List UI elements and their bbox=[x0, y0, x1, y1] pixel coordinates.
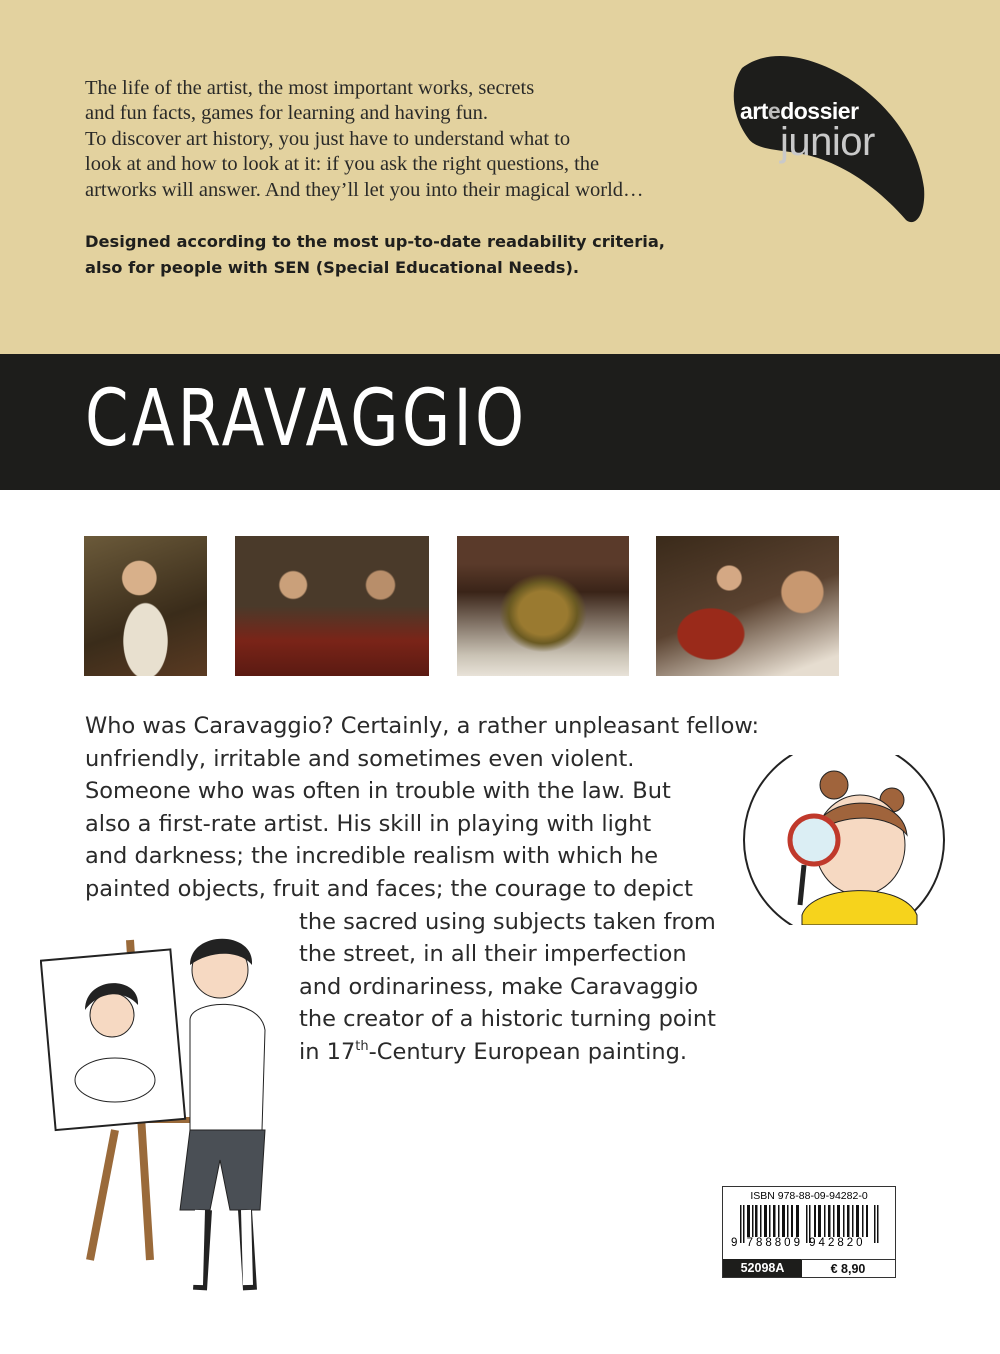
superscript: th bbox=[355, 1039, 369, 1054]
musicians-painting bbox=[656, 536, 839, 676]
body-line: the creator of a historic turning point bbox=[299, 1006, 716, 1032]
body-line: and darkness; the incredible realism with which he bbox=[85, 843, 659, 869]
sen-line: Designed according to the most up-to-date readability criteria, bbox=[85, 232, 665, 251]
artedossier-junior-logo bbox=[728, 48, 928, 238]
logo-art: art bbox=[740, 98, 768, 124]
intro-text bbox=[85, 76, 644, 203]
cardsharps-painting bbox=[235, 536, 429, 676]
body-line: painted objects, fruit and faces; the courage to depict bbox=[85, 876, 693, 902]
body-line bbox=[299, 1036, 687, 1069]
body-line: Who was Caravaggio? Certainly, a rather unpleasant fellow: bbox=[85, 713, 760, 739]
logo-junior: junior bbox=[780, 120, 875, 164]
body-text-part: in 17 bbox=[299, 1039, 356, 1065]
fruit-basket-painting bbox=[457, 536, 629, 676]
logo-dossier: dossier bbox=[780, 98, 859, 124]
body-line: the sacred using subjects taken from bbox=[299, 909, 716, 935]
body-line: also a first-rate artist. His skill in playing with light bbox=[85, 811, 652, 837]
painter-easel-illustration bbox=[40, 930, 280, 1310]
intro-line: The life of the artist, the most important works, secrets bbox=[85, 77, 535, 99]
barcode-box bbox=[722, 1186, 896, 1278]
logo-e: e bbox=[767, 98, 781, 124]
girl-magnifier-illustration bbox=[742, 755, 947, 925]
body-text-part: -Century European painting. bbox=[368, 1039, 688, 1065]
sen-line: also for people with SEN (Special Educational Needs). bbox=[85, 258, 580, 277]
intro-line: and fun facts, games for learning and having fun. bbox=[85, 102, 489, 125]
intro-line: look at and how to look at it: if you ask the right questions, the bbox=[85, 153, 600, 176]
body-line: unfriendly, irritable and sometimes even violent. bbox=[85, 746, 635, 772]
intro-line: To discover art history, you just have to understand what to bbox=[85, 127, 571, 150]
barcode-digits: 9 788809 942820 bbox=[731, 1237, 866, 1249]
sen-note bbox=[85, 229, 665, 281]
body-line: Someone who was often in trouble with the law. But bbox=[85, 778, 671, 804]
intro-line: artworks will answer. And they’ll let you into their magical world… bbox=[85, 178, 644, 201]
price: € 8,90 bbox=[801, 1259, 895, 1277]
book-title: CARAVAGGIO bbox=[85, 374, 528, 464]
body-line: the street, in all their imperfection bbox=[299, 941, 687, 967]
product-code: 52098A bbox=[723, 1259, 802, 1277]
body-line: and ordinariness, make Caravaggio bbox=[299, 974, 699, 1000]
bacchus-painting bbox=[84, 536, 207, 676]
isbn-text: ISBN 978-88-09-94282-0 bbox=[750, 1190, 868, 1202]
